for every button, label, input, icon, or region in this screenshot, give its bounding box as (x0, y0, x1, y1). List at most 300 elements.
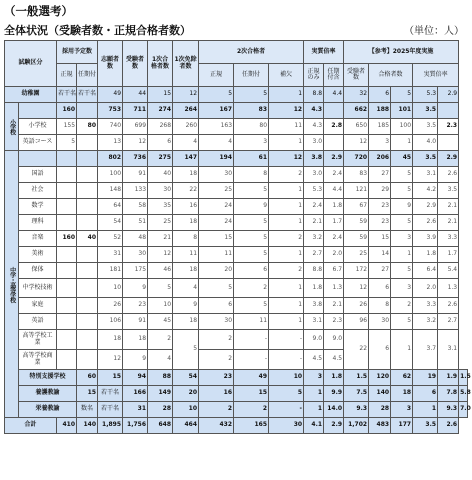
cell: 1 (269, 247, 304, 263)
cell: 1.8 (304, 279, 324, 298)
cell: 1.7 (438, 247, 459, 263)
cell: 46 (148, 263, 173, 279)
header-pass1: 1次合格者数 (148, 41, 173, 87)
cell: 206 (369, 151, 391, 167)
cell: 23 (123, 298, 148, 314)
cell: 15 (148, 87, 173, 103)
cell: 3 (369, 135, 391, 151)
unit-label: （単位：人） (404, 26, 464, 37)
cell: 2.9 (413, 199, 438, 215)
cell: 59 (344, 215, 369, 231)
row-label-art: 美術 (19, 247, 57, 263)
row-label-nutrition: 栄養教諭 (19, 402, 77, 418)
cell: 91 (123, 314, 148, 330)
cell: 2.1 (304, 215, 324, 231)
cell: 26 (344, 298, 369, 314)
cell: 80 (234, 119, 269, 135)
cell: 4 (199, 135, 234, 151)
cell: 740 (98, 119, 123, 135)
cell: 5 (199, 87, 234, 103)
cell: 21 (148, 231, 173, 247)
cell: 264 (173, 103, 199, 119)
cell (57, 298, 77, 314)
exam-results-table (4, 40, 471, 434)
cell: 1.7 (324, 215, 344, 231)
cell: 188 (369, 103, 391, 119)
cell: 260 (173, 119, 199, 135)
cell: 2.4 (324, 231, 344, 247)
cell: - (234, 350, 269, 370)
cell: 4.3 (304, 103, 324, 119)
cell: 3.1 (304, 314, 324, 330)
cell: 3.5 (413, 103, 438, 119)
cell: 410 (57, 418, 77, 434)
cell: - (269, 330, 304, 350)
cell: 5 (234, 231, 269, 247)
cell: 23 (199, 370, 234, 386)
cell: 5 (199, 279, 234, 298)
row-label-pe: 保体 (19, 263, 57, 279)
cell: 3.5 (438, 183, 459, 199)
cell: 83 (344, 167, 369, 183)
cell: 106 (98, 314, 123, 330)
cell: 2.8 (324, 119, 344, 135)
header-ratio-fixed: 任期付含 (324, 64, 344, 87)
cell: 4.5 (324, 350, 344, 370)
cell: 14 (369, 247, 391, 263)
cell: 3 (391, 402, 413, 418)
cell: 25 (148, 215, 173, 231)
cell: 172 (344, 263, 369, 279)
cell: 60 (77, 370, 98, 386)
cell: 5 (391, 314, 413, 330)
cell: 20 (173, 386, 199, 402)
cell: 149 (148, 386, 173, 402)
cell: 8 (369, 298, 391, 314)
cell: 274 (148, 103, 173, 119)
cell: - (234, 330, 269, 350)
cell: 4.2 (413, 183, 438, 199)
row-label-soc: 社会 (19, 183, 57, 199)
cell: 18 (391, 386, 413, 402)
cell: 4.5 (304, 350, 324, 370)
header-ratio-reg: 正規のみ (304, 64, 324, 87)
cell: 18 (123, 330, 148, 350)
cell: 155 (57, 119, 77, 135)
row-label-nursing: 養護教諭 (19, 386, 77, 402)
cell: 1 (269, 87, 304, 103)
cell: 3.8 (304, 151, 324, 167)
cell: 30 (369, 314, 391, 330)
cell: 23 (369, 199, 391, 215)
cell: 59 (344, 231, 369, 247)
cell: 88 (148, 370, 173, 386)
cell: 2 (234, 402, 269, 418)
cell: 699 (123, 119, 148, 135)
cell: 662 (344, 103, 369, 119)
cell: 3.3 (438, 231, 459, 247)
cell: 2.1 (438, 215, 459, 231)
row-label-hscom: 高等学校商業 (19, 350, 57, 370)
cell: 3.5 (413, 119, 438, 135)
cell: 9 (173, 298, 199, 314)
cell: 4.4 (324, 87, 344, 103)
cell (77, 103, 98, 119)
header-takers: 受験者数 (123, 41, 148, 87)
cell: 4 (173, 279, 199, 298)
cell: 49 (234, 370, 269, 386)
cell: 18 (98, 330, 123, 350)
cell: 25 (199, 183, 234, 199)
cell (77, 215, 98, 231)
cell: 40 (148, 167, 173, 183)
cell: 25 (344, 247, 369, 263)
cell: 2.0 (324, 247, 344, 263)
cell: 7.0 (459, 402, 468, 418)
cell: 若干名 (98, 386, 123, 402)
cell: 2 (199, 350, 234, 370)
cell: 5.3 (413, 87, 438, 103)
cell: 31 (123, 402, 148, 418)
cell: 650 (344, 119, 369, 135)
header-ref-takers: 受験者数 (344, 64, 369, 87)
header-ref: 【参考】2025年度実施 (344, 41, 459, 64)
cell: 11 (173, 247, 199, 263)
cell: 6 (199, 298, 234, 314)
cell: 160 (57, 231, 77, 247)
header-pass2-sub: 補欠 (269, 64, 304, 87)
cell: 4 (148, 350, 173, 370)
cell: 1.5 (344, 370, 369, 386)
cell: 1 (269, 314, 304, 330)
cell: 1 (269, 135, 304, 151)
cell: 3.7 (413, 330, 438, 370)
cell: 5 (173, 330, 199, 370)
cell: 5 (391, 183, 413, 199)
cell: 1,895 (98, 418, 123, 434)
cell: 5 (269, 386, 304, 402)
cell: 27 (369, 263, 391, 279)
cell: 194 (199, 151, 234, 167)
cell: 9 (123, 350, 148, 370)
cell: 24 (199, 199, 234, 215)
cell: 10 (98, 279, 123, 298)
cell: 3.9 (413, 231, 438, 247)
cell: 1 (391, 135, 413, 151)
cell: 648 (148, 418, 173, 434)
cell: 720 (344, 151, 369, 167)
cell: 18 (173, 263, 199, 279)
cell: 9 (391, 199, 413, 215)
cell: 31 (98, 247, 123, 263)
cell (438, 103, 459, 119)
cell: 147 (173, 151, 199, 167)
cell: 140 (369, 386, 391, 402)
cell: 120 (369, 370, 391, 386)
cell: 40 (77, 231, 98, 247)
cell: 753 (98, 103, 123, 119)
cell: 64 (98, 199, 123, 215)
cell (77, 298, 98, 314)
cell (77, 183, 98, 199)
cell: 96 (344, 314, 369, 330)
row-label-special: 特別支援学校 (19, 370, 77, 386)
cell: 6.4 (413, 263, 438, 279)
cell (77, 135, 98, 151)
cell: 3.3 (413, 298, 438, 314)
cell: 1 (304, 386, 324, 402)
cell: 2.9 (438, 151, 459, 167)
cell: 1 (269, 183, 304, 199)
cell: 275 (148, 151, 173, 167)
cell: 2.6 (438, 418, 459, 434)
cell: 13 (98, 135, 123, 151)
cell: 3.5 (413, 418, 438, 434)
cell: 1 (391, 247, 413, 263)
cell: 12 (173, 87, 199, 103)
cell: 1 (269, 215, 304, 231)
cell: 3.8 (304, 298, 324, 314)
cell: 8.8 (304, 87, 324, 103)
cell: 3.2 (413, 314, 438, 330)
header-ratio: 実質倍率 (304, 41, 344, 64)
cell: 6 (369, 330, 391, 370)
cell: 30 (199, 167, 234, 183)
cell: 2 (234, 279, 269, 298)
header-pass2: 2次合格者 (199, 41, 304, 64)
row-label-home: 家庭 (19, 298, 57, 314)
cell: 2.1 (438, 199, 459, 215)
cell: 12 (123, 135, 148, 151)
cell (324, 103, 344, 119)
cell: 9.0 (324, 330, 344, 350)
cell (77, 151, 98, 167)
cell: 2.6 (438, 167, 459, 183)
cell: 2.3 (324, 314, 344, 330)
header-plan-regular: 正規 (57, 64, 77, 87)
cell: 1 (269, 279, 304, 298)
cell: 163 (199, 119, 234, 135)
cell: 18 (173, 167, 199, 183)
cell: 175 (123, 263, 148, 279)
cell (77, 350, 98, 370)
cell: 6 (234, 263, 269, 279)
cell: 10 (173, 402, 199, 418)
cell: 736 (123, 151, 148, 167)
cell: 9.9 (324, 386, 344, 402)
cell: 121 (344, 183, 369, 199)
cell: 3 (391, 279, 413, 298)
cell: 若干名 (98, 402, 123, 418)
cell (57, 199, 77, 215)
cell: 5 (148, 279, 173, 298)
header-ref-ratio: 実質倍率 (413, 64, 459, 87)
cell: 28 (148, 402, 173, 418)
cell (57, 350, 77, 370)
row-label-hsind: 高等学校工業 (19, 330, 57, 350)
cell: 6 (369, 279, 391, 298)
cell: 2.7 (438, 314, 459, 330)
cell: 2 (269, 231, 304, 247)
cell: 5 (234, 183, 269, 199)
cell: - (269, 350, 304, 370)
cell: 8.8 (304, 263, 324, 279)
cell: 19 (413, 370, 438, 386)
row-label-sci: 理科 (19, 215, 57, 231)
cell: 6 (369, 87, 391, 103)
cell: 464 (173, 418, 199, 434)
cell: 26 (98, 298, 123, 314)
cell: 483 (369, 418, 391, 434)
cell (77, 247, 98, 263)
cell: 91 (123, 167, 148, 183)
row-label-jh-group: 中学・高等学校 (5, 151, 19, 418)
cell: 7.5 (344, 386, 369, 402)
cell: 9.3 (344, 402, 369, 418)
cell: 5 (391, 167, 413, 183)
cell: 5 (234, 215, 269, 231)
cell: 1 (269, 199, 304, 215)
cell: 45 (148, 314, 173, 330)
cell: 数名 (77, 402, 98, 418)
cell: 166 (123, 386, 148, 402)
cell: 1,756 (123, 418, 148, 434)
cell: 148 (98, 183, 123, 199)
cell: 3.1 (438, 330, 459, 370)
cell (57, 183, 77, 199)
cell: 2.6 (413, 215, 438, 231)
cell: 5 (234, 247, 269, 263)
cell (57, 247, 77, 263)
cell: 58 (123, 199, 148, 215)
cell: 100 (391, 119, 413, 135)
cell: 48 (123, 231, 148, 247)
cell: 12 (98, 350, 123, 370)
cell: 10 (269, 370, 304, 386)
cell: 133 (123, 183, 148, 199)
cell: 15 (199, 231, 234, 247)
cell: 4.1 (304, 418, 324, 434)
cell: 15 (234, 386, 269, 402)
cell: 5 (391, 263, 413, 279)
cell: 9 (234, 199, 269, 215)
cell (77, 279, 98, 298)
cell: 22 (173, 183, 199, 199)
cell (57, 263, 77, 279)
cell: 4.3 (304, 119, 324, 135)
cell: 2.1 (324, 298, 344, 314)
cell: 2 (391, 298, 413, 314)
cell: 12 (344, 279, 369, 298)
cell: 44 (123, 87, 148, 103)
cell: 100 (98, 167, 123, 183)
cell: 167 (199, 103, 234, 119)
cell: 18 (173, 314, 199, 330)
cell: 30 (148, 183, 173, 199)
cell: 1 (413, 402, 438, 418)
cell: 11 (199, 247, 234, 263)
cell: 3.0 (304, 135, 324, 151)
cell: 27 (369, 167, 391, 183)
cell: 3.1 (413, 167, 438, 183)
page-heading: （一般選考） (4, 4, 73, 18)
cell: 1.3 (438, 279, 459, 298)
cell: 177 (391, 418, 413, 434)
cell: 160 (57, 103, 77, 119)
cell: 1 (269, 298, 304, 314)
header-pass2-regular: 正規 (199, 64, 234, 87)
cell: 6.7 (324, 263, 344, 279)
cell: 9.0 (304, 330, 324, 350)
row-label-kinder: 幼稚園 (5, 87, 57, 103)
cell: 1 (391, 330, 413, 370)
cell: 5.3 (304, 183, 324, 199)
row-label-elem-group: 小学校 (5, 103, 19, 151)
cell: 1 (304, 402, 324, 418)
cell: 若干名 (77, 87, 98, 103)
cell: 5.8 (459, 386, 468, 402)
cell: 54 (173, 370, 199, 386)
cell (57, 215, 77, 231)
cell: 49 (98, 87, 123, 103)
cell: 若干名 (57, 87, 77, 103)
cell: 30 (269, 418, 304, 434)
header-ref-pass: 合格者数 (369, 64, 413, 87)
cell: 2.0 (413, 279, 438, 298)
cell: 12 (344, 135, 369, 151)
cell: 12 (269, 103, 304, 119)
cell: 94 (123, 370, 148, 386)
cell: 12 (148, 247, 173, 263)
cell: 8 (173, 231, 199, 247)
cell: 10 (148, 298, 173, 314)
cell: 23 (369, 215, 391, 231)
cell: 11 (234, 314, 269, 330)
cell: 28 (369, 402, 391, 418)
cell: 29 (369, 183, 391, 199)
cell (438, 135, 459, 151)
cell (77, 167, 98, 183)
cell: 30 (123, 247, 148, 263)
cell: 22 (344, 330, 369, 370)
header-applicants: 志願者数 (98, 41, 123, 87)
cell: 80 (77, 119, 98, 135)
cell: 51 (123, 215, 148, 231)
row-label-eng: 英語 (19, 314, 57, 330)
cell: 3 (304, 370, 324, 386)
cell: 9.3 (438, 402, 459, 418)
cell: 4.0 (413, 135, 438, 151)
cell: 181 (98, 263, 123, 279)
cell: 15 (369, 231, 391, 247)
cell: 83 (234, 103, 269, 119)
cell: 4 (173, 135, 199, 151)
cell: 62 (391, 370, 413, 386)
header-pass2-fixed: 任期付 (234, 64, 269, 87)
cell (57, 314, 77, 330)
cell: 45 (391, 151, 413, 167)
cell: 3.0 (304, 167, 324, 183)
cell: 2.9 (324, 151, 344, 167)
cell: 2 (269, 263, 304, 279)
cell: 18 (173, 215, 199, 231)
cell: 12 (269, 151, 304, 167)
row-label-music: 音楽 (19, 231, 57, 247)
cell: 711 (123, 103, 148, 119)
cell: 3 (234, 135, 269, 151)
cell: 185 (369, 119, 391, 135)
cell: 1.8 (324, 370, 344, 386)
